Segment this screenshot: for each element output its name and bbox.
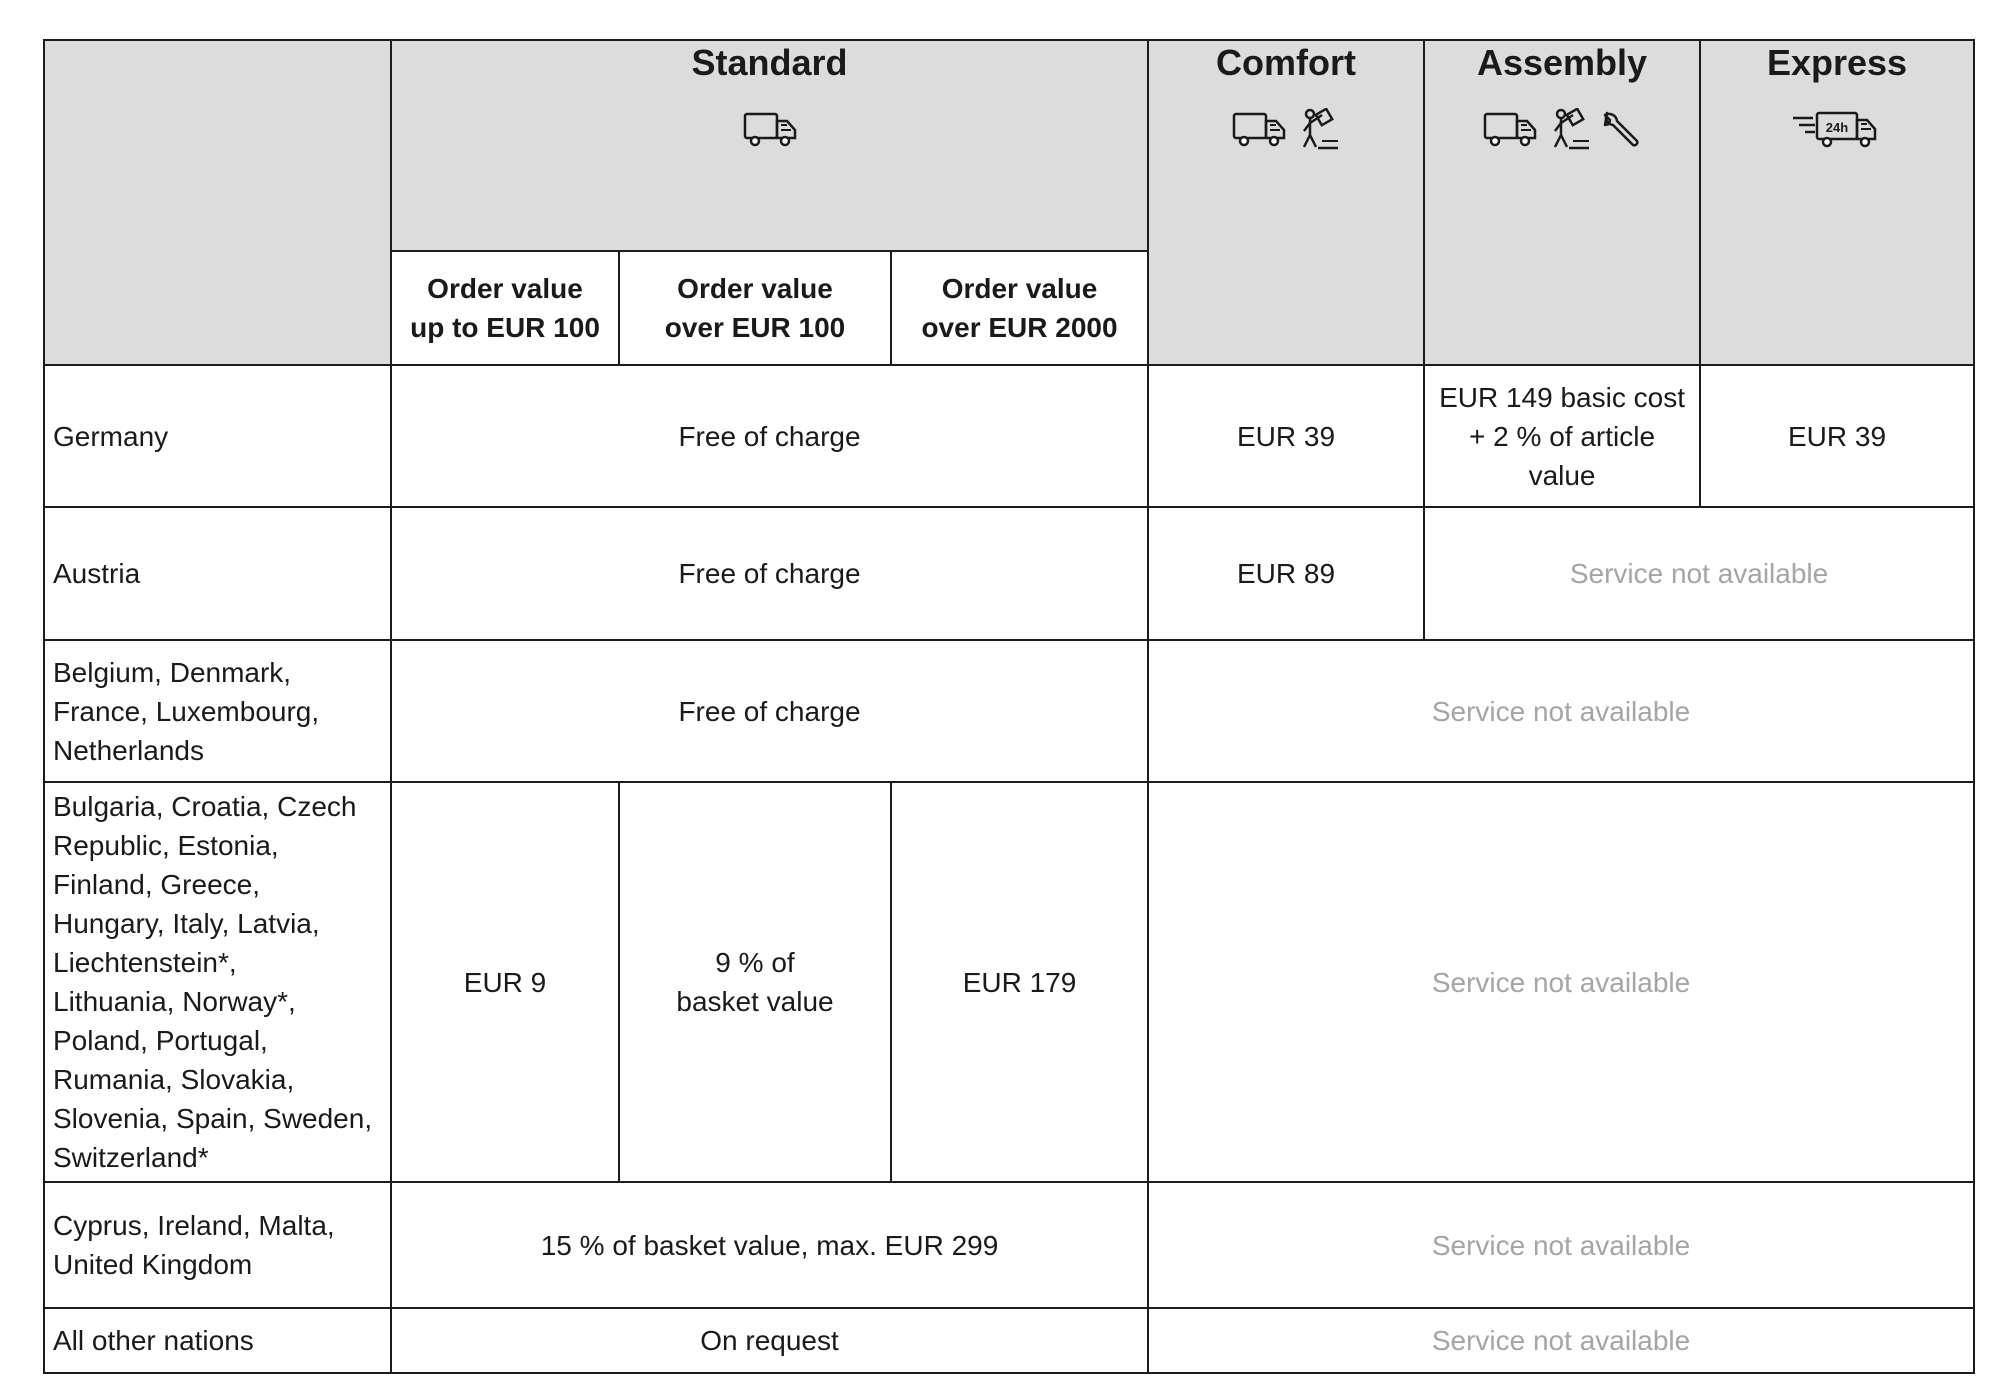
table-row — [44, 1182, 1974, 1308]
country-line: Finland, Greece, — [53, 869, 260, 900]
truck-icon — [1483, 111, 1537, 147]
country-cell — [44, 1182, 391, 1308]
country-line: Lithuania, Norway*, — [53, 986, 296, 1017]
standard-cost-cell: Free of charge — [391, 507, 1148, 640]
order-col-line1: Order value — [941, 273, 1098, 304]
comfort-icons — [1157, 105, 1415, 153]
table-row — [44, 365, 1974, 507]
order-over-2000-cost-cell: EUR 179 — [891, 782, 1148, 1182]
header-comfort-label: Comfort — [1216, 42, 1357, 83]
country-line: Liechtenstein*, — [53, 947, 237, 978]
header-standard-label: Standard — [691, 42, 848, 83]
express-cost-cell: EUR 39 — [1700, 365, 1974, 507]
order-col-line2: over EUR 100 — [664, 312, 846, 343]
express-badge-text: 24h — [1825, 120, 1849, 135]
header-assembly-label: Assembly — [1476, 42, 1648, 83]
wrench-icon — [1601, 109, 1641, 149]
shipping-cost-table — [43, 39, 1975, 1374]
service-not-available-cell: Service not available — [1148, 1308, 1974, 1373]
assembly-cost-cell — [1424, 365, 1700, 507]
country-cell — [44, 640, 391, 782]
table-row — [44, 640, 1974, 782]
header-assembly — [1424, 40, 1700, 365]
delivery-person-icon — [1296, 108, 1340, 150]
order-over-100-cost-cell — [619, 782, 891, 1182]
country-line: Republic, Estonia, — [53, 830, 279, 861]
header-express-label: Express — [1766, 42, 1908, 83]
country-line: Cyprus, Ireland, Malta, — [53, 1210, 335, 1241]
order-col-line2: over EUR 2000 — [921, 312, 1118, 343]
comfort-cost-cell: EUR 39 — [1148, 365, 1424, 507]
country-cell: Austria — [44, 507, 391, 640]
table-row — [44, 782, 1974, 1182]
assembly-line: value — [1528, 459, 1596, 491]
standard-cost-cell: On request — [391, 1308, 1148, 1373]
assembly-line: + 2 % of article — [1469, 420, 1656, 452]
country-line: Switzerland* — [53, 1142, 209, 1173]
country-line: Poland, Portugal, — [53, 1025, 268, 1056]
standard-cost-cell: 15 % of basket value, max. EUR 299 — [391, 1182, 1148, 1308]
order-up-to-100-cost-cell: EUR 9 — [391, 782, 619, 1182]
truck-icon — [743, 111, 797, 147]
country-line: Slovenia, Spain, Sweden, — [53, 1103, 373, 1134]
service-not-available-cell: Service not available — [1148, 640, 1974, 782]
header-order-over-100 — [619, 251, 891, 365]
country-line: Netherlands — [53, 734, 204, 766]
header-comfort — [1148, 40, 1424, 365]
cost-line: 9 % of — [715, 947, 795, 978]
table-row — [44, 1308, 1974, 1373]
standard-cost-cell: Free of charge — [391, 365, 1148, 507]
order-col-line1: Order value — [427, 273, 583, 304]
express-icons — [1709, 105, 1965, 153]
country-line: United Kingdom — [53, 1249, 253, 1280]
country-line: Bulgaria, Croatia, Czech — [53, 791, 357, 822]
standard-icons — [400, 105, 1139, 153]
country-cell — [44, 782, 391, 1182]
header-order-over-2000 — [891, 251, 1148, 365]
country-cell: All other nations — [44, 1308, 391, 1373]
assembly-line: EUR 149 basic cost — [1439, 381, 1685, 413]
order-col-line1: Order value — [677, 273, 833, 304]
country-line: Belgium, Denmark, — [53, 656, 292, 688]
country-cell: Germany — [44, 365, 391, 507]
truck-icon — [1232, 111, 1286, 147]
header-express — [1700, 40, 1974, 365]
order-col-line2: up to EUR 100 — [410, 312, 600, 343]
service-not-available-cell: Service not available — [1148, 1182, 1974, 1308]
header-blank-cell — [44, 40, 391, 365]
assembly-icons — [1433, 105, 1691, 153]
express-truck-icon — [1791, 110, 1883, 148]
delivery-person-icon — [1547, 108, 1591, 150]
comfort-cost-cell: EUR 89 — [1148, 507, 1424, 640]
country-line: Rumania, Slovakia, — [53, 1064, 295, 1095]
service-not-available-cell: Service not available — [1148, 782, 1974, 1182]
header-standard — [391, 40, 1148, 251]
service-not-available-cell: Service not available — [1424, 507, 1974, 640]
country-line: France, Luxembourg, — [53, 695, 320, 727]
cost-line: basket value — [676, 986, 834, 1017]
country-line: Hungary, Italy, Latvia, — [53, 908, 320, 939]
header-order-up-to-100 — [391, 251, 619, 365]
shipping-cost-table-container — [43, 39, 1973, 1372]
table-row — [44, 507, 1974, 640]
standard-cost-cell: Free of charge — [391, 640, 1148, 782]
